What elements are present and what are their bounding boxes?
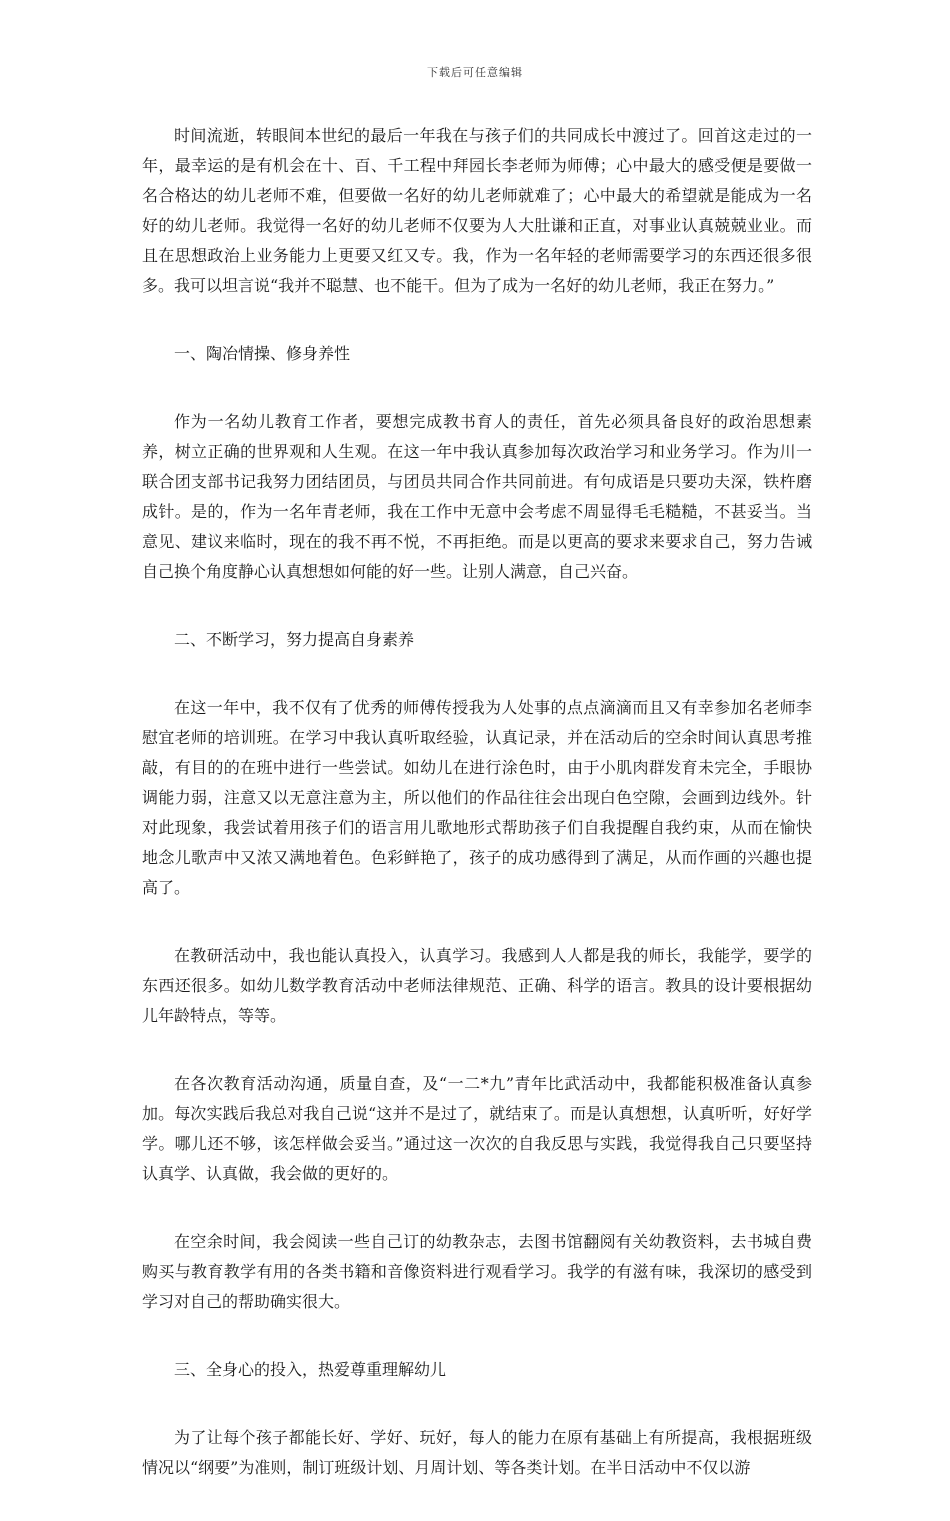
paragraph-section-1: 作为一名幼儿教育工作者，要想完成教书育人的责任，首先必须具备良好的政治思想素养，树立正确的世界观和人生观。在这一年中我认真参加每次政治学习和业务学习。作为川一联合团支部书记我努力团结团员，与团员共同合作共同前进。有句成语是只要功夫深，铁杵磨成针。是的，作为一名年青老师，我在工作中无意中会考虑不周显得毛毛糙糙，不甚妥当。当意见、建议来临时，现在的我不再不悦，不再拒绝。而是以更高的要求来要求自己，努力告诫自己换个角度静心认真想想如何能的好一些。让别人满意，自己兴奋。 xyxy=(142,412,812,581)
section-heading-1: 一、陶冶情操、修身养性 xyxy=(174,344,351,363)
paragraph-section-2d: 在空余时间，我会阅读一些自己订的幼教杂志，去图书馆翻阅有关幼教资料，去书城自费购买与教育教学有用的各类书籍和音像资料进行观看学习。我学的有滋有味，我深切的感受到学习对自己的帮助确实很大。 xyxy=(142,1232,812,1311)
paragraph-section-3: 为了让每个孩子都能长好、学好、玩好，每人的能力在原有基础上有所提高，我根据班级情况以“纲要”为准则，制订班级计划、月周计划、等各类计划。在半日活动中不仅以游 xyxy=(142,1428,812,1477)
section-heading-3: 三、全身心的投入，热爱尊重理解幼儿 xyxy=(174,1360,447,1379)
page-header-note: 下载后可任意编辑 xyxy=(427,66,523,79)
section-heading-2: 二、不断学习，努力提高自身素养 xyxy=(174,630,415,649)
paragraph-intro: 时间流逝，转眼间本世纪的最后一年我在与孩子们的共同成长中渡过了。回首这走过的一年，最幸运的是有机会在十、百、千工程中拜园长李老师为师傅；心中最大的感受便是要做一名合格达的幼儿老师不难，但要做一名好的幼儿老师就难了；心中最大的希望就是能成为一名好的幼儿老师。我觉得一名好的幼儿老师不仅要为人大肚谦和正直，对事业认真兢兢业业。而且在思想政治上业务能力上更要又红又专。我，作为一名年轻的老师需要学习的东西还很多很多。我可以坦言说“我并不聪慧、也不能干。但为了成为一名好的幼儿老师，我正在努力。” xyxy=(142,126,812,295)
paragraph-section-2c: 在各次教育活动沟通，质量自查，及“一二*九”青年比武活动中，我都能积极准备认真参加。每次实践后我总对我自己说“这并不是过了，就结束了。而是认真想想，认真听听，好好学学。哪儿还不够，该怎样做会妥当。”通过这一次次的自我反思与实践，我觉得我自己只要坚持认真学、认真做，我会做的更好的。 xyxy=(142,1074,812,1183)
paragraph-section-2b: 在教研活动中，我也能认真投入，认真学习。我感到人人都是我的师长，我能学，要学的东西还很多。如幼儿数学教育活动中老师法律规范、正确、科学的语言。教具的设计要根据幼儿年龄特点，等等。 xyxy=(142,946,812,1025)
document-body xyxy=(142,121,812,1521)
paragraph-section-2a: 在这一年中，我不仅有了优秀的师傅传授我为人处事的点点滴滴而且又有幸参加名老师李慰宜老师的培训班。在学习中我认真听取经验，认真记录，并在活动后的空余时间认真思考推敲，有目的的在班中进行一些尝试。如幼儿在进行涂色时，由于小肌肉群发育未完全，手眼协调能力弱，注意又以无意注意为主，所以他们的作品往往会出现白色空隙，会画到边线外。针对此现象，我尝试着用孩子们的语言用儿歌地形式帮助孩子们自我提醒自我约束，从而在愉快地念儿歌声中又浓又满地着色。色彩鲜艳了，孩子的成功感得到了满足，从而作画的兴趣也提高了。 xyxy=(142,698,812,897)
